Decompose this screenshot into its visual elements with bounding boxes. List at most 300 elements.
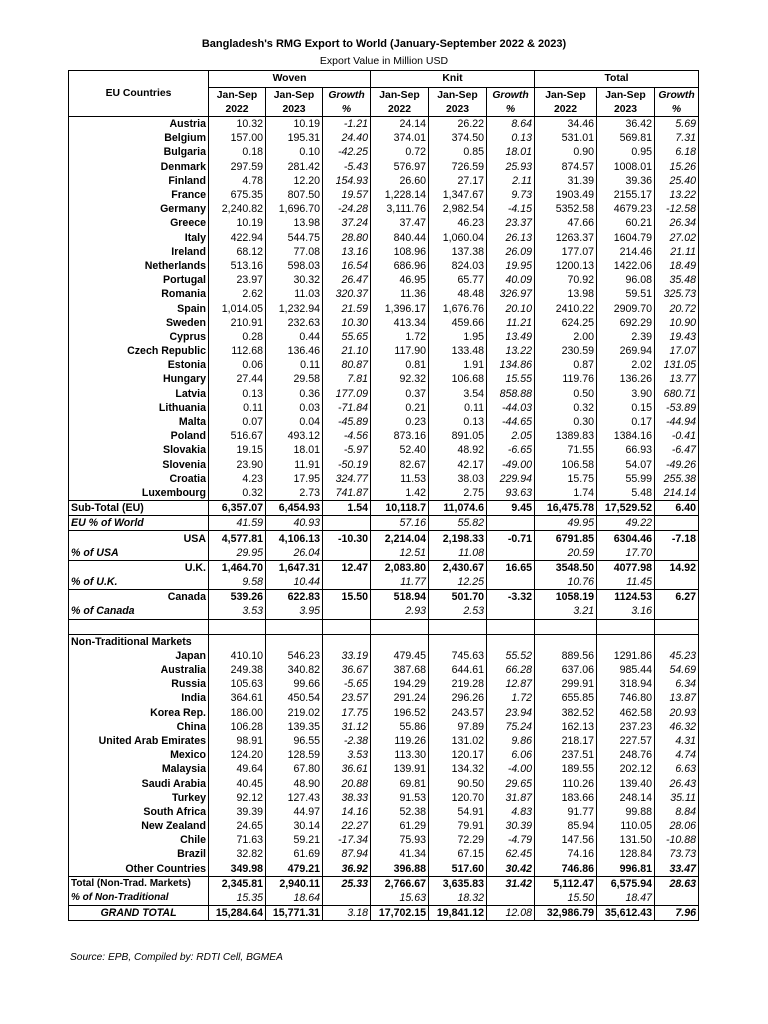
value-cell: 745.63 xyxy=(429,649,487,663)
row-label: India xyxy=(69,691,209,705)
value-cell: 479.45 xyxy=(371,649,429,663)
value-cell: 3.16 xyxy=(597,604,655,619)
eu-country-row xyxy=(69,188,699,202)
value-cell: 24.65 xyxy=(209,819,266,833)
growth-cell: 680.71 xyxy=(655,387,699,401)
growth-cell: 24.40 xyxy=(323,131,371,145)
ntm-country-row xyxy=(69,847,699,861)
value-cell: 202.12 xyxy=(597,762,655,776)
row-label: Belgium xyxy=(69,131,209,145)
value-cell: 139.91 xyxy=(371,762,429,776)
value-cell: 0.11 xyxy=(209,401,266,415)
value-cell: 55.86 xyxy=(371,720,429,734)
row-label: Mexico xyxy=(69,748,209,762)
value-cell: 69.81 xyxy=(371,776,429,790)
row-label: Finland xyxy=(69,174,209,188)
value-cell: 2.75 xyxy=(429,486,487,501)
value-cell: 4077.98 xyxy=(597,560,655,575)
spacer-cell xyxy=(209,619,266,634)
growth-cell: 324.77 xyxy=(323,472,371,486)
growth-cell: 13.22 xyxy=(655,188,699,202)
value-cell: 3,635.83 xyxy=(429,876,487,891)
value-cell: 0.17 xyxy=(597,415,655,429)
growth-cell: 7.81 xyxy=(323,372,371,386)
growth-cell: 154.93 xyxy=(323,174,371,188)
row-label: % of Canada xyxy=(69,604,209,619)
value-cell: 479.21 xyxy=(266,862,323,877)
growth-cell: -42.25 xyxy=(323,145,371,159)
year-header: 2022 xyxy=(371,103,429,117)
growth-cell: 6.27 xyxy=(655,590,699,605)
uk-pct-row xyxy=(69,575,699,590)
value-cell: 637.06 xyxy=(535,663,597,677)
growth-cell: 46.32 xyxy=(655,720,699,734)
value-cell: 0.72 xyxy=(371,145,429,159)
growth-cell: -24.28 xyxy=(323,202,371,216)
eu-country-row xyxy=(69,117,699,132)
value-cell: 32.82 xyxy=(209,847,266,861)
growth-cell: 6.18 xyxy=(655,145,699,159)
canada-pct-row xyxy=(69,604,699,619)
growth-cell: 15.26 xyxy=(655,160,699,174)
growth-cell: 4.31 xyxy=(655,734,699,748)
value-cell: 37.47 xyxy=(371,216,429,230)
value-cell: 1422.06 xyxy=(597,259,655,273)
value-cell: 85.94 xyxy=(535,819,597,833)
growth-cell: 33.19 xyxy=(323,649,371,663)
growth-cell: 13.77 xyxy=(655,372,699,386)
woven-header: Woven xyxy=(209,71,371,88)
period-header: Jan-Sep xyxy=(535,88,597,104)
value-cell: 291.24 xyxy=(371,691,429,705)
eu-country-row xyxy=(69,131,699,145)
value-cell: 127.43 xyxy=(266,791,323,805)
growth-cell: 93.63 xyxy=(487,486,535,501)
empty-cell xyxy=(371,634,429,649)
growth-cell: 17.07 xyxy=(655,344,699,358)
value-cell: 1384.16 xyxy=(597,429,655,443)
value-cell: 0.85 xyxy=(429,145,487,159)
growth-cell: -5.97 xyxy=(323,443,371,457)
row-label: Czech Republic xyxy=(69,344,209,358)
value-cell: 0.18 xyxy=(209,145,266,159)
value-cell: 67.15 xyxy=(429,847,487,861)
value-cell: 131.50 xyxy=(597,833,655,847)
growth-cell: 20.93 xyxy=(655,706,699,720)
growth-cell: 18.49 xyxy=(655,259,699,273)
value-cell: 0.13 xyxy=(209,387,266,401)
growth-cell: 36.67 xyxy=(323,663,371,677)
value-cell: 422.94 xyxy=(209,231,266,245)
value-cell: 48.92 xyxy=(429,443,487,457)
value-cell: 0.11 xyxy=(266,358,323,372)
growth-cell: 14.92 xyxy=(655,560,699,575)
row-label: Turkey xyxy=(69,791,209,805)
value-cell: 26.60 xyxy=(371,174,429,188)
value-cell: 10.76 xyxy=(535,575,597,590)
spacer-cell xyxy=(597,619,655,634)
value-cell: 281.42 xyxy=(266,160,323,174)
eu-country-row xyxy=(69,160,699,174)
value-cell: 0.03 xyxy=(266,401,323,415)
row-label: Italy xyxy=(69,231,209,245)
ntm-country-row xyxy=(69,833,699,847)
value-cell: 546.23 xyxy=(266,649,323,663)
growth-cell: -4.56 xyxy=(323,429,371,443)
value-cell: 624.25 xyxy=(535,316,597,330)
value-cell: 0.28 xyxy=(209,330,266,344)
value-cell: 106.58 xyxy=(535,458,597,472)
value-cell: 4,577.81 xyxy=(209,531,266,546)
period-header: Jan-Sep xyxy=(429,88,487,104)
value-cell: 237.51 xyxy=(535,748,597,762)
grand-total-row xyxy=(69,906,699,921)
value-cell: 387.68 xyxy=(371,663,429,677)
growth-cell: 21.10 xyxy=(323,344,371,358)
value-cell: 79.91 xyxy=(429,819,487,833)
eu-country-row xyxy=(69,273,699,287)
value-cell: 11.77 xyxy=(371,575,429,590)
value-cell: 1903.49 xyxy=(535,188,597,202)
value-cell: 5,112.47 xyxy=(535,876,597,891)
value-cell: 1,676.76 xyxy=(429,301,487,315)
value-cell: 655.85 xyxy=(535,691,597,705)
value-cell: 2,982.54 xyxy=(429,202,487,216)
value-cell: 96.55 xyxy=(266,734,323,748)
growth-cell: -5.65 xyxy=(323,677,371,691)
value-cell: 10.19 xyxy=(209,216,266,230)
growth-cell: 19.43 xyxy=(655,330,699,344)
value-cell: 99.66 xyxy=(266,677,323,691)
row-label: Malta xyxy=(69,415,209,429)
value-cell: 9.58 xyxy=(209,575,266,590)
value-cell: 2,198.33 xyxy=(429,531,487,546)
value-cell: 20.59 xyxy=(535,546,597,561)
value-cell: 46.23 xyxy=(429,216,487,230)
value-cell: 12.51 xyxy=(371,546,429,561)
growth-cell: -53.89 xyxy=(655,401,699,415)
eu-country-row xyxy=(69,330,699,344)
value-cell: 117.90 xyxy=(371,344,429,358)
value-cell: 41.59 xyxy=(209,516,266,531)
growth-cell: 30.39 xyxy=(487,819,535,833)
value-cell: 11.08 xyxy=(429,546,487,561)
value-cell: 0.15 xyxy=(597,401,655,415)
growth-cell xyxy=(487,516,535,531)
value-cell: 0.11 xyxy=(429,401,487,415)
value-cell: 120.17 xyxy=(429,748,487,762)
growth-cell: -10.30 xyxy=(323,531,371,546)
spacer-cell xyxy=(487,619,535,634)
value-cell: 66.93 xyxy=(597,443,655,457)
growth-cell: 28.06 xyxy=(655,819,699,833)
growth-cell: 6.63 xyxy=(655,762,699,776)
total-header: Total xyxy=(535,71,699,88)
value-cell: 576.97 xyxy=(371,160,429,174)
growth-cell: 229.94 xyxy=(487,472,535,486)
value-cell: 71.55 xyxy=(535,443,597,457)
row-label: Malaysia xyxy=(69,762,209,776)
value-cell: 82.67 xyxy=(371,458,429,472)
row-label: USA xyxy=(69,531,209,546)
growth-cell: 19.95 xyxy=(487,259,535,273)
value-cell: 6,357.07 xyxy=(209,501,266,516)
value-cell: 1,647.31 xyxy=(266,560,323,575)
row-label: Sub-Total (EU) xyxy=(69,501,209,516)
row-label: % of U.K. xyxy=(69,575,209,590)
empty-cell xyxy=(487,634,535,649)
value-cell: 2,083.80 xyxy=(371,560,429,575)
value-cell: 4,106.13 xyxy=(266,531,323,546)
value-cell: 48.90 xyxy=(266,776,323,790)
growth-cell: 9.45 xyxy=(487,501,535,516)
value-cell: 68.12 xyxy=(209,245,266,259)
eu-country-row xyxy=(69,401,699,415)
growth-cell: 66.28 xyxy=(487,663,535,677)
row-label: Netherlands xyxy=(69,259,209,273)
value-cell: 0.36 xyxy=(266,387,323,401)
value-cell: 210.91 xyxy=(209,316,266,330)
spacer-cell xyxy=(69,619,209,634)
growth-cell: 20.88 xyxy=(323,776,371,790)
growth-unit-header: % xyxy=(655,103,699,117)
value-cell: 1008.01 xyxy=(597,160,655,174)
value-cell: 40.45 xyxy=(209,776,266,790)
value-cell: 44.97 xyxy=(266,805,323,819)
growth-cell: 16.65 xyxy=(487,560,535,575)
value-cell: 36.42 xyxy=(597,117,655,132)
value-cell: 374.01 xyxy=(371,131,429,145)
value-cell: 23.90 xyxy=(209,458,266,472)
value-cell: 11.91 xyxy=(266,458,323,472)
row-label: China xyxy=(69,720,209,734)
period-header: Jan-Sep xyxy=(266,88,323,104)
value-cell: 19,841.12 xyxy=(429,906,487,921)
value-cell: 18.32 xyxy=(429,891,487,906)
growth-header: Growth xyxy=(323,88,371,104)
spacer-cell xyxy=(371,619,429,634)
growth-cell xyxy=(323,575,371,590)
value-cell: 57.16 xyxy=(371,516,429,531)
value-cell: 26.22 xyxy=(429,117,487,132)
value-cell: 49.64 xyxy=(209,762,266,776)
value-cell: 4.78 xyxy=(209,174,266,188)
growth-cell: 11.21 xyxy=(487,316,535,330)
value-cell: 27.17 xyxy=(429,174,487,188)
value-cell: 97.89 xyxy=(429,720,487,734)
value-cell: 61.69 xyxy=(266,847,323,861)
value-cell: 539.26 xyxy=(209,590,266,605)
value-cell: 243.57 xyxy=(429,706,487,720)
growth-cell xyxy=(487,546,535,561)
value-cell: 92.12 xyxy=(209,791,266,805)
eu-country-row xyxy=(69,245,699,259)
growth-cell xyxy=(323,604,371,619)
growth-header: Growth xyxy=(655,88,699,104)
growth-unit-header: % xyxy=(487,103,535,117)
value-cell: 11.36 xyxy=(371,287,429,301)
growth-cell: 10.90 xyxy=(655,316,699,330)
year-header: 2023 xyxy=(266,103,323,117)
growth-cell: 13.22 xyxy=(487,344,535,358)
row-label: South Africa xyxy=(69,805,209,819)
value-cell: 248.14 xyxy=(597,791,655,805)
rmg-export-table xyxy=(68,70,699,921)
growth-cell xyxy=(655,516,699,531)
growth-cell: -0.41 xyxy=(655,429,699,443)
value-cell: 1604.79 xyxy=(597,231,655,245)
value-cell: 27.44 xyxy=(209,372,266,386)
value-cell: 227.57 xyxy=(597,734,655,748)
value-cell: 2.02 xyxy=(597,358,655,372)
value-cell: 237.23 xyxy=(597,720,655,734)
value-cell: 5352.58 xyxy=(535,202,597,216)
spacer-cell xyxy=(535,619,597,634)
value-cell: 1.95 xyxy=(429,330,487,344)
value-cell: 10.44 xyxy=(266,575,323,590)
growth-cell: 858.88 xyxy=(487,387,535,401)
value-cell: 2.93 xyxy=(371,604,429,619)
value-cell: 74.16 xyxy=(535,847,597,861)
growth-cell: 15.50 xyxy=(323,590,371,605)
value-cell: 12.20 xyxy=(266,174,323,188)
value-cell: 1058.19 xyxy=(535,590,597,605)
ntm-country-row xyxy=(69,748,699,762)
page-subtitle: Export Value in Million USD xyxy=(319,55,449,67)
value-cell: 52.38 xyxy=(371,805,429,819)
value-cell: 0.81 xyxy=(371,358,429,372)
growth-cell: 31.42 xyxy=(487,876,535,891)
value-cell: 0.37 xyxy=(371,387,429,401)
eu-countries-header: EU Countries xyxy=(69,71,209,117)
growth-cell: 23.57 xyxy=(323,691,371,705)
growth-cell: 73.73 xyxy=(655,847,699,861)
value-cell: 0.04 xyxy=(266,415,323,429)
growth-cell: 6.06 xyxy=(487,748,535,762)
growth-cell: 27.02 xyxy=(655,231,699,245)
ntm-country-row xyxy=(69,720,699,734)
growth-cell: 1.54 xyxy=(323,501,371,516)
growth-cell: -71.84 xyxy=(323,401,371,415)
spacer-row xyxy=(69,619,699,634)
value-cell: 996.81 xyxy=(597,862,655,877)
value-cell: 49.95 xyxy=(535,516,597,531)
spacer-cell xyxy=(655,619,699,634)
eu-country-row xyxy=(69,415,699,429)
eu-country-row xyxy=(69,174,699,188)
growth-cell: 16.54 xyxy=(323,259,371,273)
row-label: Total (Non-Trad. Markets) xyxy=(69,876,209,891)
growth-cell: 134.86 xyxy=(487,358,535,372)
value-cell: 38.03 xyxy=(429,472,487,486)
value-cell: 110.05 xyxy=(597,819,655,833)
row-label: Bulgaria xyxy=(69,145,209,159)
page-title: Bangladesh's RMG Export to World (January-September 2022 & 2023) xyxy=(201,38,567,50)
growth-cell: 9.73 xyxy=(487,188,535,202)
value-cell: 219.28 xyxy=(429,677,487,691)
growth-cell xyxy=(655,546,699,561)
growth-cell xyxy=(655,575,699,590)
growth-cell: 12.08 xyxy=(487,906,535,921)
value-cell: 1,060.04 xyxy=(429,231,487,245)
value-cell: 2,766.67 xyxy=(371,876,429,891)
value-cell: 746.86 xyxy=(535,862,597,877)
value-cell: 6,575.94 xyxy=(597,876,655,891)
value-cell: 2.73 xyxy=(266,486,323,501)
growth-cell: 14.16 xyxy=(323,805,371,819)
value-cell: 15,771.31 xyxy=(266,906,323,921)
value-cell: 91.53 xyxy=(371,791,429,805)
value-cell: 15.75 xyxy=(535,472,597,486)
growth-cell: 23.94 xyxy=(487,706,535,720)
growth-cell: 26.13 xyxy=(487,231,535,245)
growth-cell: 2.05 xyxy=(487,429,535,443)
value-cell: 60.21 xyxy=(597,216,655,230)
growth-cell: 177.09 xyxy=(323,387,371,401)
ntm-country-row xyxy=(69,734,699,748)
growth-cell: 36.61 xyxy=(323,762,371,776)
value-cell: 11.03 xyxy=(266,287,323,301)
value-cell: 0.21 xyxy=(371,401,429,415)
ntm-country-row xyxy=(69,762,699,776)
value-cell: 108.96 xyxy=(371,245,429,259)
growth-cell: -44.94 xyxy=(655,415,699,429)
pct-ntm-row xyxy=(69,891,699,906)
growth-cell: -44.03 xyxy=(487,401,535,415)
value-cell: 874.57 xyxy=(535,160,597,174)
value-cell: 214.46 xyxy=(597,245,655,259)
value-cell: 2.00 xyxy=(535,330,597,344)
growth-cell: 2.11 xyxy=(487,174,535,188)
eu-country-row xyxy=(69,287,699,301)
eu-pct-world-row xyxy=(69,516,699,531)
value-cell: 24.14 xyxy=(371,117,429,132)
row-label: Sweden xyxy=(69,316,209,330)
value-cell: 59.51 xyxy=(597,287,655,301)
eu-country-row xyxy=(69,486,699,501)
row-label: Croatia xyxy=(69,472,209,486)
growth-cell: 18.01 xyxy=(487,145,535,159)
value-cell: 2909.70 xyxy=(597,301,655,315)
ntm-country-row xyxy=(69,706,699,720)
value-cell: 128.59 xyxy=(266,748,323,762)
table-body xyxy=(69,117,699,921)
growth-cell: 54.69 xyxy=(655,663,699,677)
value-cell: 3.90 xyxy=(597,387,655,401)
value-cell: 16,475.78 xyxy=(535,501,597,516)
value-cell: 873.16 xyxy=(371,429,429,443)
value-cell: 531.01 xyxy=(535,131,597,145)
growth-cell: 7.31 xyxy=(655,131,699,145)
value-cell: 55.82 xyxy=(429,516,487,531)
value-cell: 3.95 xyxy=(266,604,323,619)
ntm-country-row xyxy=(69,663,699,677)
eu-country-row xyxy=(69,358,699,372)
value-cell: 889.56 xyxy=(535,649,597,663)
growth-cell: -49.00 xyxy=(487,458,535,472)
growth-cell: 9.86 xyxy=(487,734,535,748)
usa-row xyxy=(69,531,699,546)
value-cell: 1291.86 xyxy=(597,649,655,663)
row-label: Greece xyxy=(69,216,209,230)
growth-cell: 62.45 xyxy=(487,847,535,861)
value-cell: 10,118.7 xyxy=(371,501,429,516)
empty-cell xyxy=(535,634,597,649)
value-cell: 1200.13 xyxy=(535,259,597,273)
growth-cell xyxy=(655,891,699,906)
value-cell: 139.40 xyxy=(597,776,655,790)
value-cell: 18.01 xyxy=(266,443,323,457)
